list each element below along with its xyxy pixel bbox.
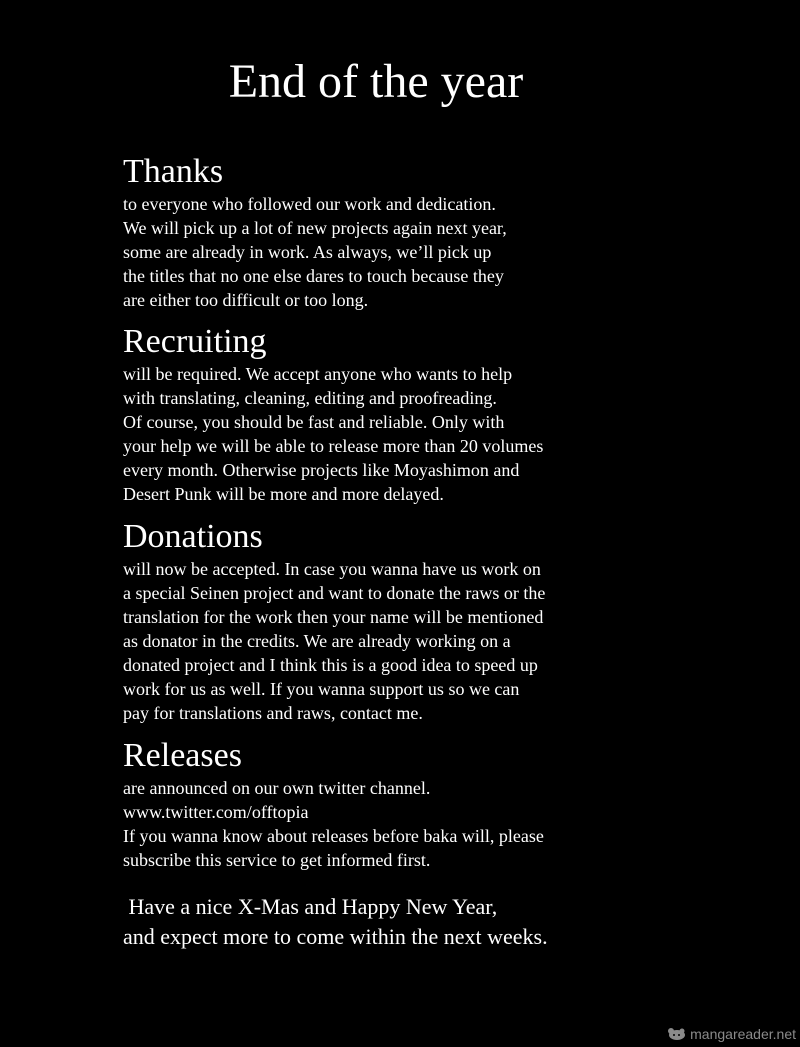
section-line: your help we will be able to release more than 20 volumes [123, 436, 544, 456]
section-heading-recruiting: Recruiting [123, 323, 267, 360]
closing-line: Have a nice X-Mas and Happy New Year, [123, 894, 498, 919]
section-line: translation for the work then your name will be mentioned [123, 607, 544, 627]
section-line: subscribe this service to get informed first. [123, 850, 431, 870]
section-line: will now be accepted. In case you wanna have us work on [123, 559, 541, 579]
section-line: We will pick up a lot of new projects again next year, [123, 218, 507, 238]
section-line: will be required. We accept anyone who wants to help [123, 364, 513, 384]
section-heading-thanks: Thanks [123, 153, 224, 190]
page-title: End of the year [228, 55, 524, 108]
section-donations [123, 517, 763, 725]
content-area [123, 150, 763, 872]
section-line: every month. Otherwise projects like Moyashimon and [123, 460, 520, 480]
section-line: donated project and I think this is a good idea to speed up [123, 655, 538, 675]
mascot-icon [667, 1027, 687, 1041]
section-line: If you wanna know about releases before baka will, please [123, 826, 544, 846]
section-line: pay for translations and raws, contact me. [123, 703, 423, 723]
section-line: a special Seinen project and want to donate the raws or the [123, 583, 546, 603]
section-line: Of course, you should be fast and reliable. Only with [123, 412, 505, 432]
section-line: work for us as well. If you wanna support us so we can [123, 679, 520, 699]
section-line: to everyone who followed our work and dedication. [123, 194, 496, 214]
section-line: are announced on our own twitter channel. [123, 778, 431, 798]
section-line: the titles that no one else dares to touch because they [123, 266, 504, 286]
closing-line: and expect more to come within the next weeks. [123, 924, 548, 949]
section-heading-releases: Releases [123, 737, 242, 774]
section-heading-donations: Donations [123, 518, 263, 555]
twitter-url-text: www.twitter.com/offtopia [123, 802, 309, 822]
section-releases [123, 736, 763, 872]
section-thanks [123, 152, 763, 312]
section-line: with translating, cleaning, editing and proofreading. [123, 388, 497, 408]
section-line: some are already in work. As always, we’ll pick up [123, 242, 492, 262]
watermark [667, 1026, 796, 1042]
section-line: as donator in the credits. We are already working on a [123, 631, 511, 651]
watermark-text: mangareader.net [690, 1026, 796, 1042]
section-line: Desert Punk will be more and more delayed. [123, 484, 444, 504]
section-line: are either too difficult or too long. [123, 290, 369, 310]
closing-message [123, 892, 723, 952]
section-recruiting [123, 322, 763, 506]
